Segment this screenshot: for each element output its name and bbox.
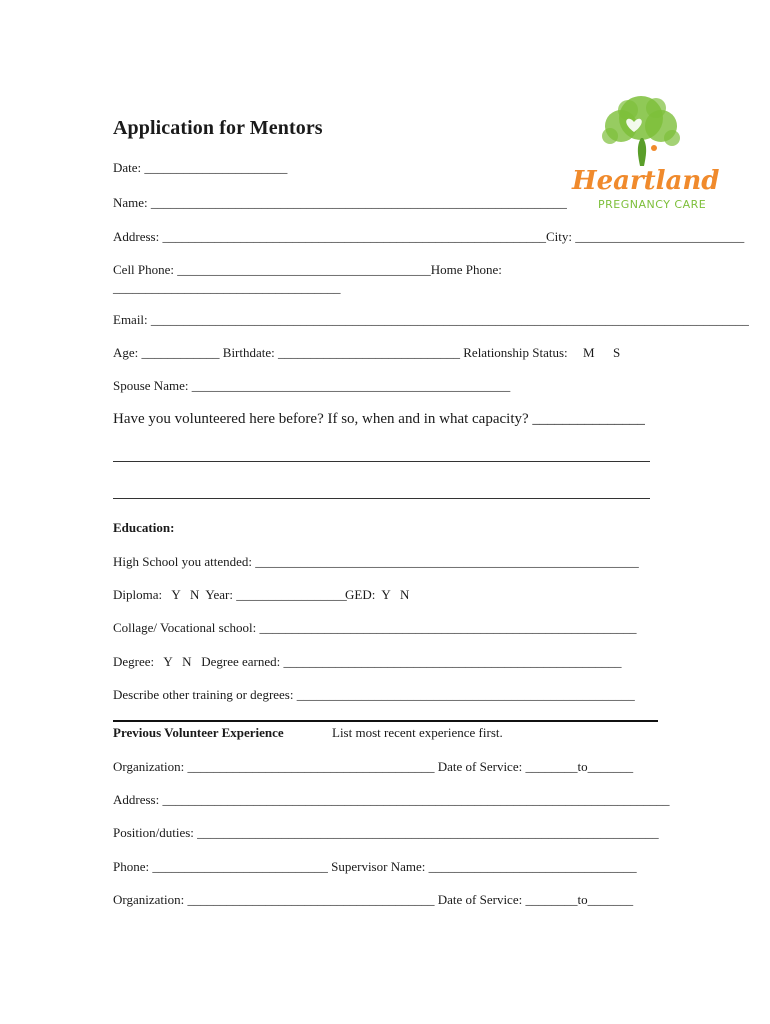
logo-script-text: Heartland bbox=[572, 166, 720, 196]
organization-field-2[interactable]: Organization: ______________________________________ Date of Service: ________to_______ bbox=[113, 892, 634, 907]
name-field[interactable]: Name: ________________________________________________________________ bbox=[113, 195, 567, 210]
other-training-field[interactable]: Describe other training or degrees: ____________________________________________________ bbox=[113, 687, 635, 702]
spouse-name-field[interactable]: Spouse Name: _________________________________________________ bbox=[113, 378, 511, 393]
date-field[interactable]: Date: ______________________ bbox=[113, 160, 288, 175]
status-s-option[interactable]: S bbox=[613, 345, 621, 360]
answer-line-2[interactable] bbox=[113, 498, 650, 499]
home-phone-continuation[interactable]: ___________________________________ bbox=[113, 280, 341, 295]
position-duties-field[interactable]: Position/duties: _______________________________________________________________________ bbox=[113, 825, 659, 840]
phone-supervisor-field[interactable]: Phone: ___________________________ Supervisor Name: ________________________________ bbox=[113, 859, 637, 874]
logo-subtitle: PREGNANCY CARE bbox=[598, 198, 707, 211]
degree-field[interactable]: Degree: Y N Degree earned: ____________________________________________________ bbox=[113, 654, 622, 669]
diploma-field[interactable]: Diploma: Y N Year: _________________ bbox=[113, 587, 347, 602]
college-field[interactable]: Collage/ Vocational school: __________________________________________________________ bbox=[113, 620, 637, 635]
status-m-option[interactable]: M bbox=[583, 345, 595, 360]
volunteered-question[interactable]: Have you volunteered here before? If so, when and in what capacity? _______________ bbox=[113, 411, 645, 427]
heartland-logo bbox=[566, 88, 720, 218]
answer-line-1[interactable] bbox=[113, 461, 650, 462]
section-divider bbox=[113, 720, 658, 722]
previous-volunteer-heading: Previous Volunteer Experience bbox=[113, 725, 284, 740]
high-school-field[interactable]: High School you attended: ___________________________________________________________ bbox=[113, 554, 639, 569]
ged-field[interactable]: GED: Y N bbox=[345, 587, 410, 602]
address-city-field[interactable]: Address: ___________________________________________________________City: __________________________ bbox=[113, 229, 745, 244]
previous-volunteer-note: List most recent experience first. bbox=[332, 725, 503, 740]
phones-field[interactable]: Cell Phone: _______________________________________Home Phone: bbox=[113, 262, 502, 277]
education-heading: Education: bbox=[113, 520, 175, 535]
page-title: Application for Mentors bbox=[113, 117, 323, 139]
address-field-2[interactable]: Address: ______________________________________________________________________________ bbox=[113, 792, 670, 807]
organization-field-1[interactable]: Organization: ______________________________________ Date of Service: ________to_______ bbox=[113, 759, 634, 774]
email-field[interactable]: Email: ____________________________________________________________________________________________ bbox=[113, 312, 749, 327]
age-birthdate-field[interactable]: Age: ____________ Birthdate: ____________________________ Relationship Status: bbox=[113, 345, 568, 360]
